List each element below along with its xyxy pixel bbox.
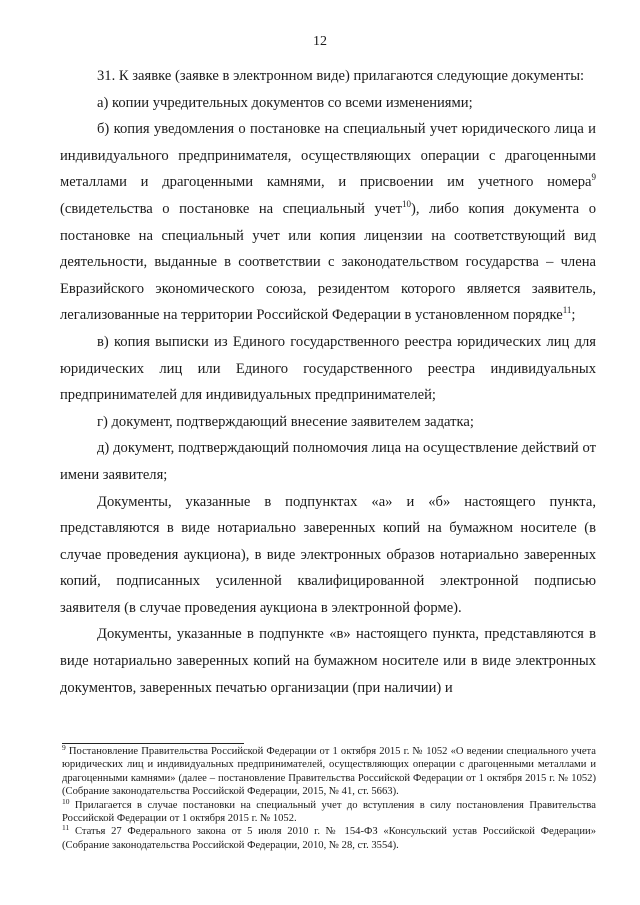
footnote-separator xyxy=(62,743,244,744)
paragraph-documents-v: Документы, указанные в подпункте «в» настоящего пункта, представляются в виде нотариально заверенных копий на бумажном носителе или в виде электронных документов, заверенных печатью организации (при наличии) и xyxy=(60,626,596,696)
paragraph-documents-a-b: Документы, указанные в подпунктах «а» и «б» настоящего пункта, представляются в виде нотариально заверенных копий на бумажном носителе (в случае проведения аукциона), в виде электронных образов нотариально заверенных копий, подписанных усиленной квалифицированной электронной подписью заявителя (в случае проведения аукциона в электронной форме). xyxy=(60,493,596,616)
footnote-number-10: 10 xyxy=(62,796,70,806)
footnote-ref-9: 9 xyxy=(591,172,596,183)
footnote-10-text: Прилагается в случае постановки на специальный учет до вступления в силу постановления Правительства Российской Федерации от 1 октября 2015 г. № 1052. xyxy=(62,799,596,825)
footnote-ref-10: 10 xyxy=(402,198,412,209)
footnote-9-text: Постановление Правительства Российской Федерации от 1 октября 2015 г. № 1052 «О ведении специального учета юридических лиц и индивидуальных предпринимателей, осуществляющих операции с драгоценными металлами и драгоценными камнями» (далее – постановление Правительства Российской Федерации от 1 октября 2015 г. № 1052) (Собрание законодательства Российской Федерации, 2015, № 41, ст. 5663). xyxy=(62,746,596,798)
paragraph-item-b-part4: ; xyxy=(571,307,576,324)
footnote-ref-11: 11 xyxy=(562,305,572,316)
paragraph-item-a: а) копии учредительных документов со всеми изменениями; xyxy=(97,94,473,111)
document-body xyxy=(60,63,596,701)
paragraph-item-g: г) документ, подтверждающий внесение заявителем задатка; xyxy=(97,413,474,430)
paragraph-item-b xyxy=(60,116,596,329)
page-number: 12 xyxy=(313,34,327,49)
footnote-number-9: 9 xyxy=(62,743,66,752)
footnotes xyxy=(62,745,596,852)
paragraph-item-b-part1: б) копия уведомления о постановке на специальный учет юридического лица и индивидуального предпринимателя, осуществляющих операции с драгоценными металлами и драгоценными камнями, и присвоении им учетного номера xyxy=(60,121,596,191)
footnote-11-text: Статья 27 Федерального закона от 5 июля 2010 г. № 154-ФЗ «Консульский устав Российской Федерации» (Собрание законодательства Российской Федерации, 2010, № 28, ст. 3554). xyxy=(62,826,596,851)
footnote-10 xyxy=(62,796,596,826)
paragraph-31-intro: 31. К заявке (заявке в электронном виде) прилагаются следующие документы: xyxy=(97,68,585,84)
paragraph-item-b-part2: (свидетельства о постановке на специальный учет xyxy=(60,200,403,217)
footnote-number-11: 11 xyxy=(62,823,70,833)
paragraph-item-v: в) копия выписки из Единого государственного реестра юридических лиц для юридических лиц или Единого государственного реестра индивидуальных предпринимателей для индивидуальных предпринимателей; xyxy=(60,333,596,404)
paragraph-item-d: д) документ, подтверждающий полномочия лица на осуществление действий от имени заявителя; xyxy=(60,440,596,483)
footnote-11 xyxy=(62,825,596,852)
footnote-9 xyxy=(62,745,596,799)
paragraph-item-b-part3: ), либо копия документа о постановке на специальный учет или копия лицензии на соответствующий вид деятельности, выданные в соответствии с законодательством государства – члена Евразийского экономического союза, резидентом которого является заявитель, легализованные на территории Российской Федерации в установленном порядке xyxy=(60,200,596,324)
